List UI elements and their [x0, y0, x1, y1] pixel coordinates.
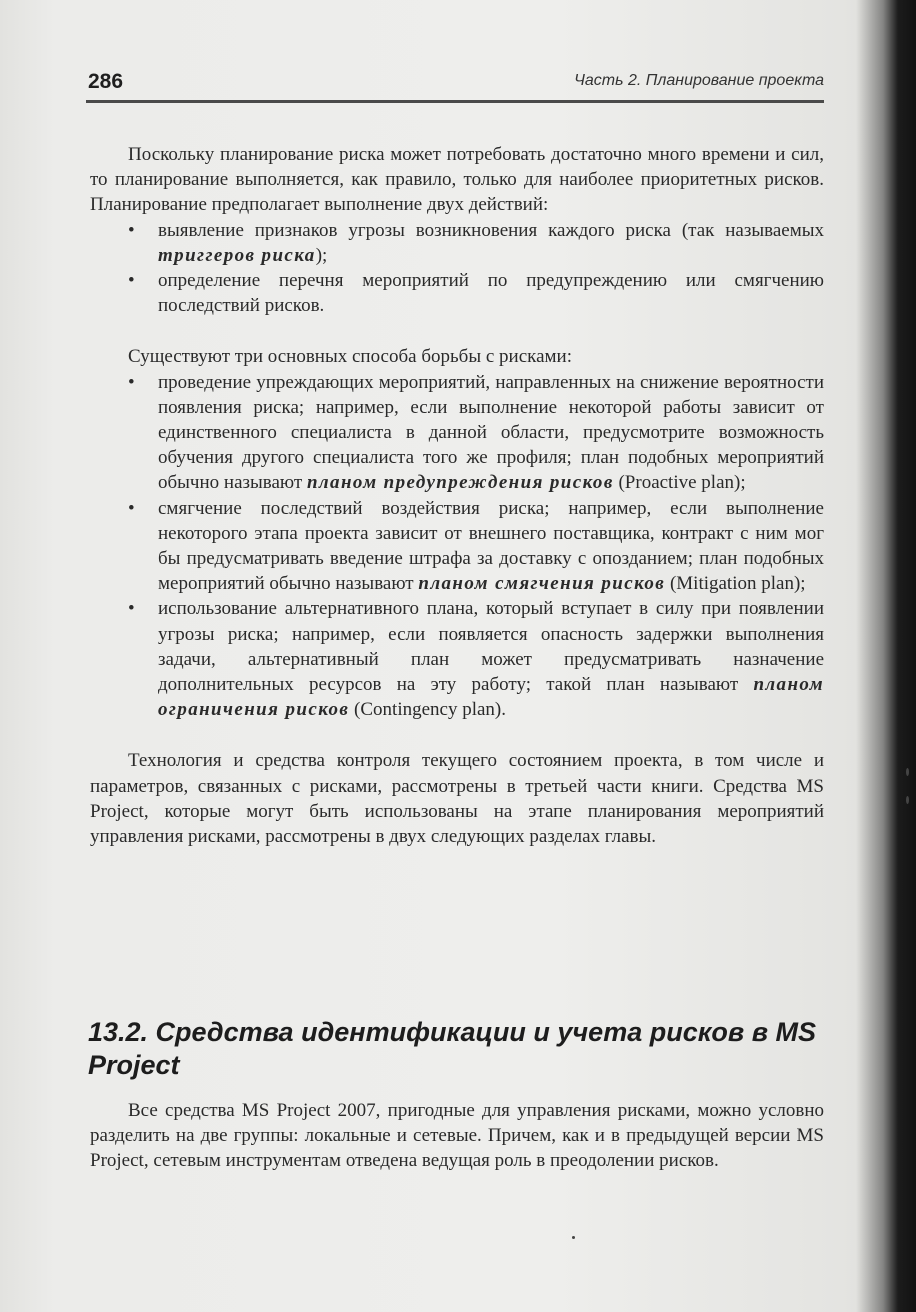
list-item-text: ); — [315, 244, 328, 266]
list-item-text: выявление признаков угрозы возникновения каждого риска (так называемых — [158, 219, 824, 241]
scan-speck — [572, 1236, 575, 1239]
intro-list — [90, 218, 824, 319]
bullet-icon: • — [128, 598, 135, 620]
methods-lead: Существуют три основных способа борьбы с рисками: — [128, 346, 572, 368]
list-item-text: использование альтернативного плана, который вступает в силу при появлении угрозы риска; например, если появляется опасность задержки выполнения задачи, альтернативный план может предусматривать назначение дополнительных ресурсов на эту работу; такой план называют — [158, 598, 824, 696]
term: планом ограничения рисков — [158, 674, 824, 721]
methods-list — [90, 370, 824, 723]
list-item-text: смягчение последствий воздействия риска; например, если выполнение некоторого этапа проекта зависит от внешнего поставщика, контракт с ним мог бы предусматривать введение штрафа за доставку с опозданием; план подобных мероприятий обычно называют — [158, 497, 824, 595]
list-item — [90, 496, 824, 597]
intro-paragraph: Поскольку планирование риска может потребовать достаточно много времени и сил, то планирование выполняется, как правило, только для наиболее приоритетных рисков. Планирование предполагает выполнение двух действий: — [90, 144, 824, 216]
bullet-icon: • — [128, 270, 135, 292]
list-item — [90, 268, 824, 318]
section-heading: 13.2. Средства идентификации и учета рисков в MS Project — [88, 1017, 817, 1080]
bullet-icon: • — [128, 497, 135, 519]
list-item — [90, 370, 824, 496]
term: планом предупреждения рисков — [306, 472, 614, 494]
page-gutter-shadow — [856, 0, 916, 1312]
bullet-icon: • — [128, 219, 135, 241]
list-item-text: проведение упреждающих мероприятий, направленных на снижение вероятности появления риска; например, если выполнение некоторой работы зависит от единственного специалиста в данной области, предусмотрите возможность обучения другого специалиста того же профиля; план подобных мероприятий обычно называют — [158, 371, 824, 494]
section-paragraph: Все средства MS Project 2007, пригодные для управления рисками, можно условно разделить на две группы: локальные и сетевые. Причем, как и в предыдущей версии MS Project, сетевым инструментам отведена ведущая роль в преодолении рисков. — [90, 1100, 824, 1172]
section-text — [90, 1098, 824, 1174]
main-text — [90, 142, 824, 849]
term: планом смягчения рисков — [418, 573, 666, 595]
list-item — [90, 596, 824, 722]
scan-speck — [906, 796, 909, 804]
closing-paragraph: Технология и средства контроля текущего состоянием проекта, в том числе и параметров, связанных с рисками, рассмотрены в третьей части книги. Средства MS Project, которые могут быть использованы на этапе планирования мероприятий управления рисками, рассмотрены в двух следующих разделах главы. — [90, 750, 824, 848]
running-title: Часть 2. Планирование проекта — [574, 72, 824, 89]
scan-speck — [906, 768, 909, 776]
page-number: 286 — [88, 70, 124, 93]
list-item-text: (Contingency plan). — [349, 699, 507, 721]
list-item-text: (Mitigation plan); — [665, 573, 806, 595]
list-item-text: определение перечня мероприятий по предупреждению или смягчению последствий рисков. — [158, 270, 824, 317]
list-item-text: (Proactive plan); — [613, 472, 746, 494]
bullet-icon: • — [128, 371, 135, 393]
term: триггеров риска — [158, 244, 316, 266]
header-rule — [86, 100, 824, 103]
list-item — [90, 218, 824, 268]
